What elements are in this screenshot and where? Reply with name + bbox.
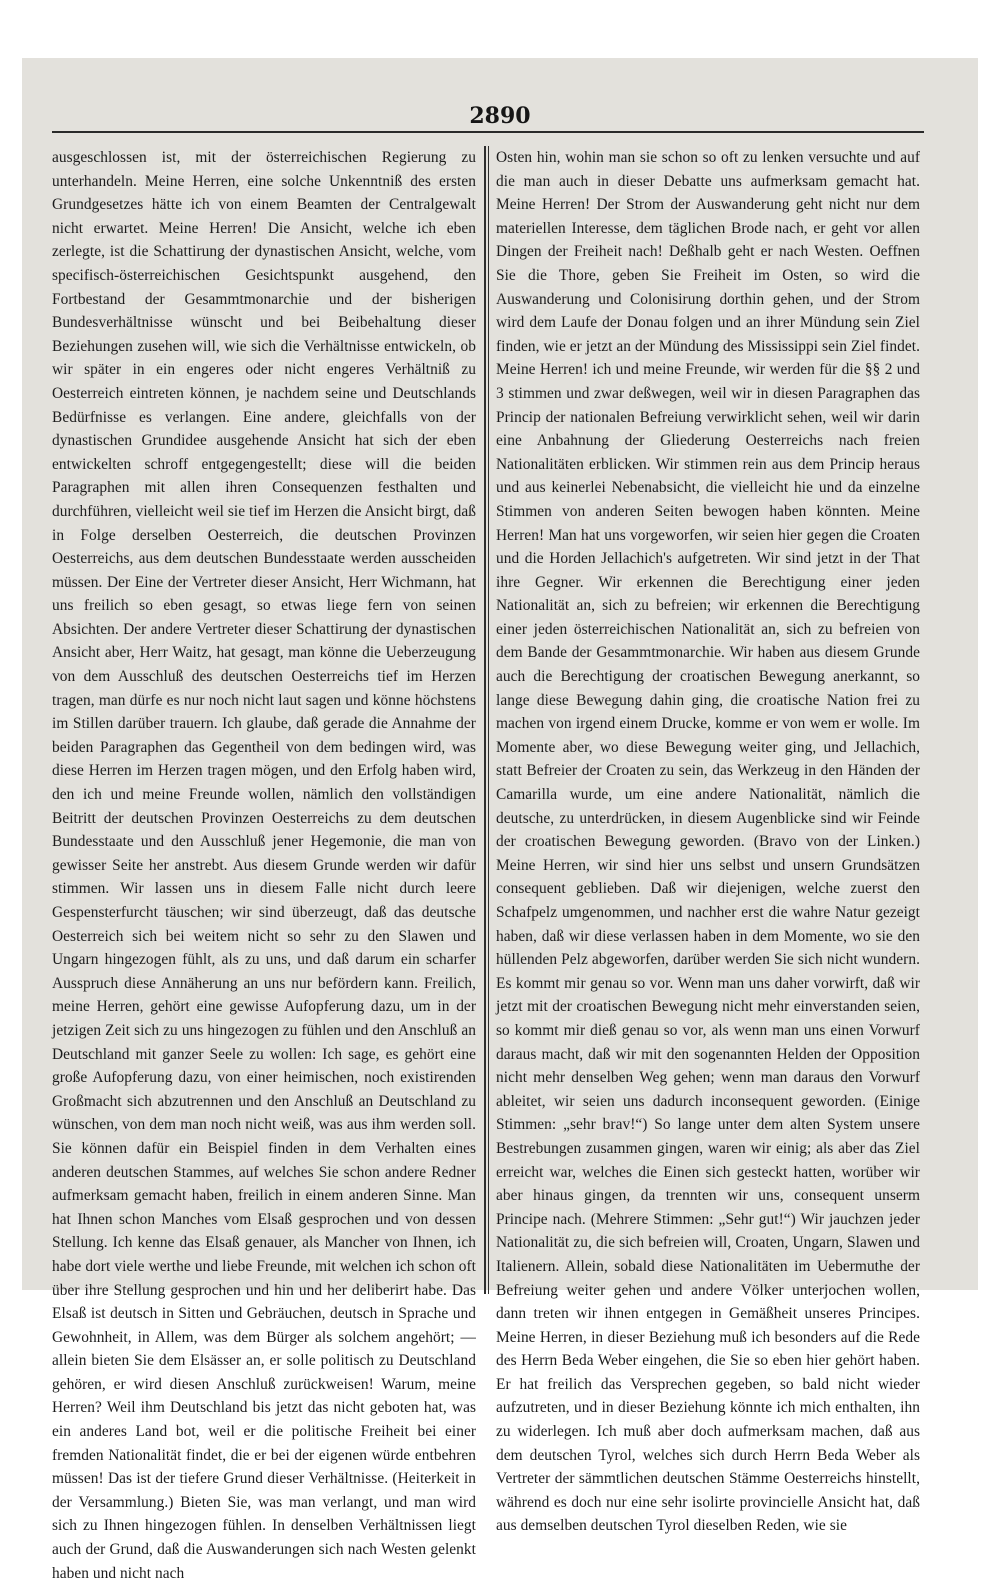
column-divider xyxy=(484,146,489,1294)
page-number: 2890 xyxy=(469,103,531,129)
text-column-left: ausgeschlossen ist, mit der österreichischen Regierung zu unterhandeln. Meine Herren, eine solche Unkenntniß des ersten Grundgesetzes hätte ich von einem Beamten der Centralgewalt nicht erwartet. Meine Herren! Die Ansicht, welche ich eben zerlegte, ist die Schattirung der dynastischen Ansicht, welche, vom specifisch-österreichischen Gesichtspunkt ausgehend, den Fortbestand der Gesammtmonarchie und der bisherigen Bundesverhältnisse wünscht und bei Beibehaltung dieser Beziehungen zusehen will, wie sich die Verhältnisse entwickeln, ob wir später in ein engeres oder nicht engeres Verhältniß zu Oesterreich eintreten können, je nachdem seine und Deutschlands Bedürfnisse es verlangen. Eine andere, gleichfalls von der dynastischen Grundidee ausgehende Ansicht hat sich der eben entwickelten schroff entgegengestellt; diese will die beiden Paragraphen mit allen ihren Consequenzen festhalten und durchführen, vielleicht weil sie tief im Herzen die Ansicht birgt, daß in Folge derselben Oesterreich, die deutschen Provinzen Oesterreichs, aus dem deutschen Bundesstaate werden ausscheiden müssen. Der Eine der Vertreter dieser Ansicht, Herr Wichmann, hat uns freilich so eben gesagt, so etwas liege fern von seinen Absichten. Der andere Vertreter dieser Schattirung der dynastischen Ansicht aber, Herr Waitz, hat gesagt, man könne die Ueberzeugung von dem Ausschluß des deutschen Oesterreichs tief im Herzen tragen, man dürfe es nur noch nicht laut sagen und könne höchstens im Stillen darüber trauern. Ich glaube, daß gerade die Annahme der beiden Paragraphen das Gegentheil von dem bedingen wird, was diese Herren im Herzen tragen mögen, und den Erfolg haben wird, den ich und meine Freunde wollen, nämlich den vollständigen Beitritt der deutschen Provinzen Oesterreichs zu dem deutschen Bundesstaate und den Ausschluß jener Hegemonie, die man von gewisser Seite her anstrebt. Aus diesem Grunde werden wir dafür stimmen. Wir lassen uns in diesem Falle nicht durch leere Gespensterfurcht täuschen; wir sind überzeugt, daß das deutsche Oesterreich sich bei weitem nicht so sehr zu den Slawen und Ungarn hingezogen fühlt, als zu uns, und daß darum ein scharfer Ausspruch diese Annäherung an uns nur befördern kann. Freilich, meine Herren, gehört eine gewisse Aufopferung dazu, um in der jetzigen Zeit sich zu uns hingezogen zu fühlen und den Anschluß an Deutschland mit ganzer Seele zu wollen: Ich sage, es gehört eine große Aufopferung dazu, von einer heimischen, noch existirenden Großmacht sich abzutrennen und den Anschluß an Deutschland zu wünschen, von dem man noch nicht weiß, was aus ihm werden soll. Sie können dafür ein Beispiel finden in dem Verhalten eines anderen deutschen Stammes, auf welches Sie schon andere Redner aufmerksam gemacht haben, freilich in einem anderen Sinne. Man hat Ihnen schon Manches vom Elsaß gesprochen und von dessen Stellung. Ich kenne das Elsaß genauer, als Mancher von Ihnen, ich habe dort viele werthe und liebe Freunde, mit welchen ich schon oft über ihre Stellung gesprochen und hin und her deliberirt habe. Das Elsaß ist deutsch in Sitten und Gebräuchen, deutsch in Sprache und Gewohnheit, in Allem, was dem Bürger als solchem angehört; — allein bieten Sie dem Elsässer an, er solle politisch zu Deutschland gehören, er wird diesen Anschluß zurückweisen! Warum, meine Herren? Weil ihm Deutschland bis jetzt das nicht geboten hat, was ein anderes Land bot, weil er die politische Freiheit bei einer fremden Nationalität findet, die er bei der eigenen würde entbehren müssen! Das ist der tiefere Grund dieser Verhältnisse. (Heiterkeit in der Versammlung.) Bieten Sie, was man verlangt, und man wird sich zu Ihnen hingezogen fühlen. In denselben Verhältnissen liegt auch der Grund, daß die Auswanderungen sich nach Westen gelenkt haben und nicht nach xyxy=(52,149,476,1582)
text-column-right: Osten hin, wohin man sie schon so oft zu lenken versuchte und auf die man auch in dieser Debatte uns aufmerksam gemacht hat. Meine Herren! Der Strom der Auswanderung geht nicht nur dem materiellen Interesse, dem täglichen Brode nach, er geht vor allen Dingen der Freiheit nach! Deßhalb geht er nach Westen. Oeffnen Sie die Thore, geben Sie Freiheit im Osten, so wird die Auswanderung und Colonisirung dorthin gehen, und der Strom wird dem Laufe der Donau folgen und an ihrer Mündung sein Ziel finden, wie er jetzt an der Mündung des Mississippi sein Ziel findet. Meine Herren! ich und meine Freunde, wir werden für die §§ 2 und 3 stimmen und zwar deßwegen, weil wir in diesen Paragraphen das Princip der nationalen Befreiung verwirklicht sehen, weil wir darin eine Anbahnung der Gliederung Oesterreichs nach freien Nationalitäten erblicken. Wir stimmen rein aus dem Princip heraus und aus keinerlei Nebenabsicht, die vielleicht hie und da einzelne Stimmen von anderen Seiten bewogen haben könnten. Meine Herren! Man hat uns vorgeworfen, wir seien hier gegen die Croaten und die Horden Jellachich's aufgetreten. Wir sind jetzt in der That ihre Gegner. Wir erkennen die Berechtigung einer jeden Nationalität an, sich zu befreien; wir erkennen die Berechtigung einer jeden österreichischen Nationalität an, sich zu befreien von dem Bande der Gesammtmonarchie. Wir haben aus diesem Grunde auch die Berechtigung der croatischen Bewegung anerkannt, so lange diese Bewegung dahin ging, die croatische Nation frei zu machen von irgend einem Drucke, komme er von wem er wolle. Im Momente aber, wo diese Bewegung weiter ging, und Jellachich, statt Befreier der Croaten zu sein, das Werkzeug in den Händen der Camarilla wurde, um eine andere Nationalität, nämlich die deutsche, zu unterdrücken, in diesem Augenblicke sind wir Feinde der croatischen Bewegung geworden. (Bravo von der Linken.) Meine Herren, wir sind hier uns selbst und unsern Grundsätzen consequent geblieben. Daß wir diejenigen, welche zuerst den Schafpelz umgenommen, und nachher erst die wahre Natur gezeigt haben, daß wir diese verlassen haben in dem Momente, wo sie den hüllenden Pelz abgeworfen, darüber werden Sie sich nicht wundern. Es kommt mir genau so vor. Wenn man uns daher vorwirft, daß wir jetzt mit der croatischen Bewegung nicht mehr einverstanden seien, so kommt mir dieß genau so vor, als wenn man uns einen Vorwurf daraus macht, daß wir mit den sogenannten Helden der Opposition nicht mehr denselben Weg gehen; wenn man daraus den Vorwurf ableitet, wir seien uns dadurch inconsequent geworden. (Einige Stimmen: „sehr brav!“) So lange unter dem alten System unsere Bestrebungen zusammen gingen, waren wir einig; als aber das Ziel erreicht war, welches die Einen sich gesteckt hatten, worüber wir aber hinaus gingen, da trennten wir uns, consequent unserm Principe nach. (Mehrere Stimmen: „Sehr gut!“) Wir jauchzen jeder Nationalität zu, die sich befreien will, Croaten, Ungarn, Slawen und Italienern. Allein, sobald diese Nationalitäten im Uebermuthe der Befreiung weiter gehen und andere Völker unterjochen wollen, dann treten wir ihnen entgegen in Gemäßheit unseres Principes. Meine Herren, in dieser Beziehung muß ich besonders auf die Rede des Herrn Beda Weber eingehen, die Sie so eben hier gehört haben. Er hat freilich das Versprechen gegeben, so bald nicht wieder aufzutreten, und in dieser Beziehung könnte ich mich enthalten, ihn zu widerlegen. Ich muß aber doch aufmerksam machen, daß aus dem deutschen Tyrol, welches sich durch Herrn Beda Weber als Vertreter der sämmtlichen deutschen Stämme Oesterreichs hinstellt, während es doch nur eine sehr isolirte provincielle Ansicht hat, daß aus demselben deutschen Tyrol dieselben Reden, wie sie xyxy=(496,149,920,1535)
header-rule xyxy=(52,131,924,133)
